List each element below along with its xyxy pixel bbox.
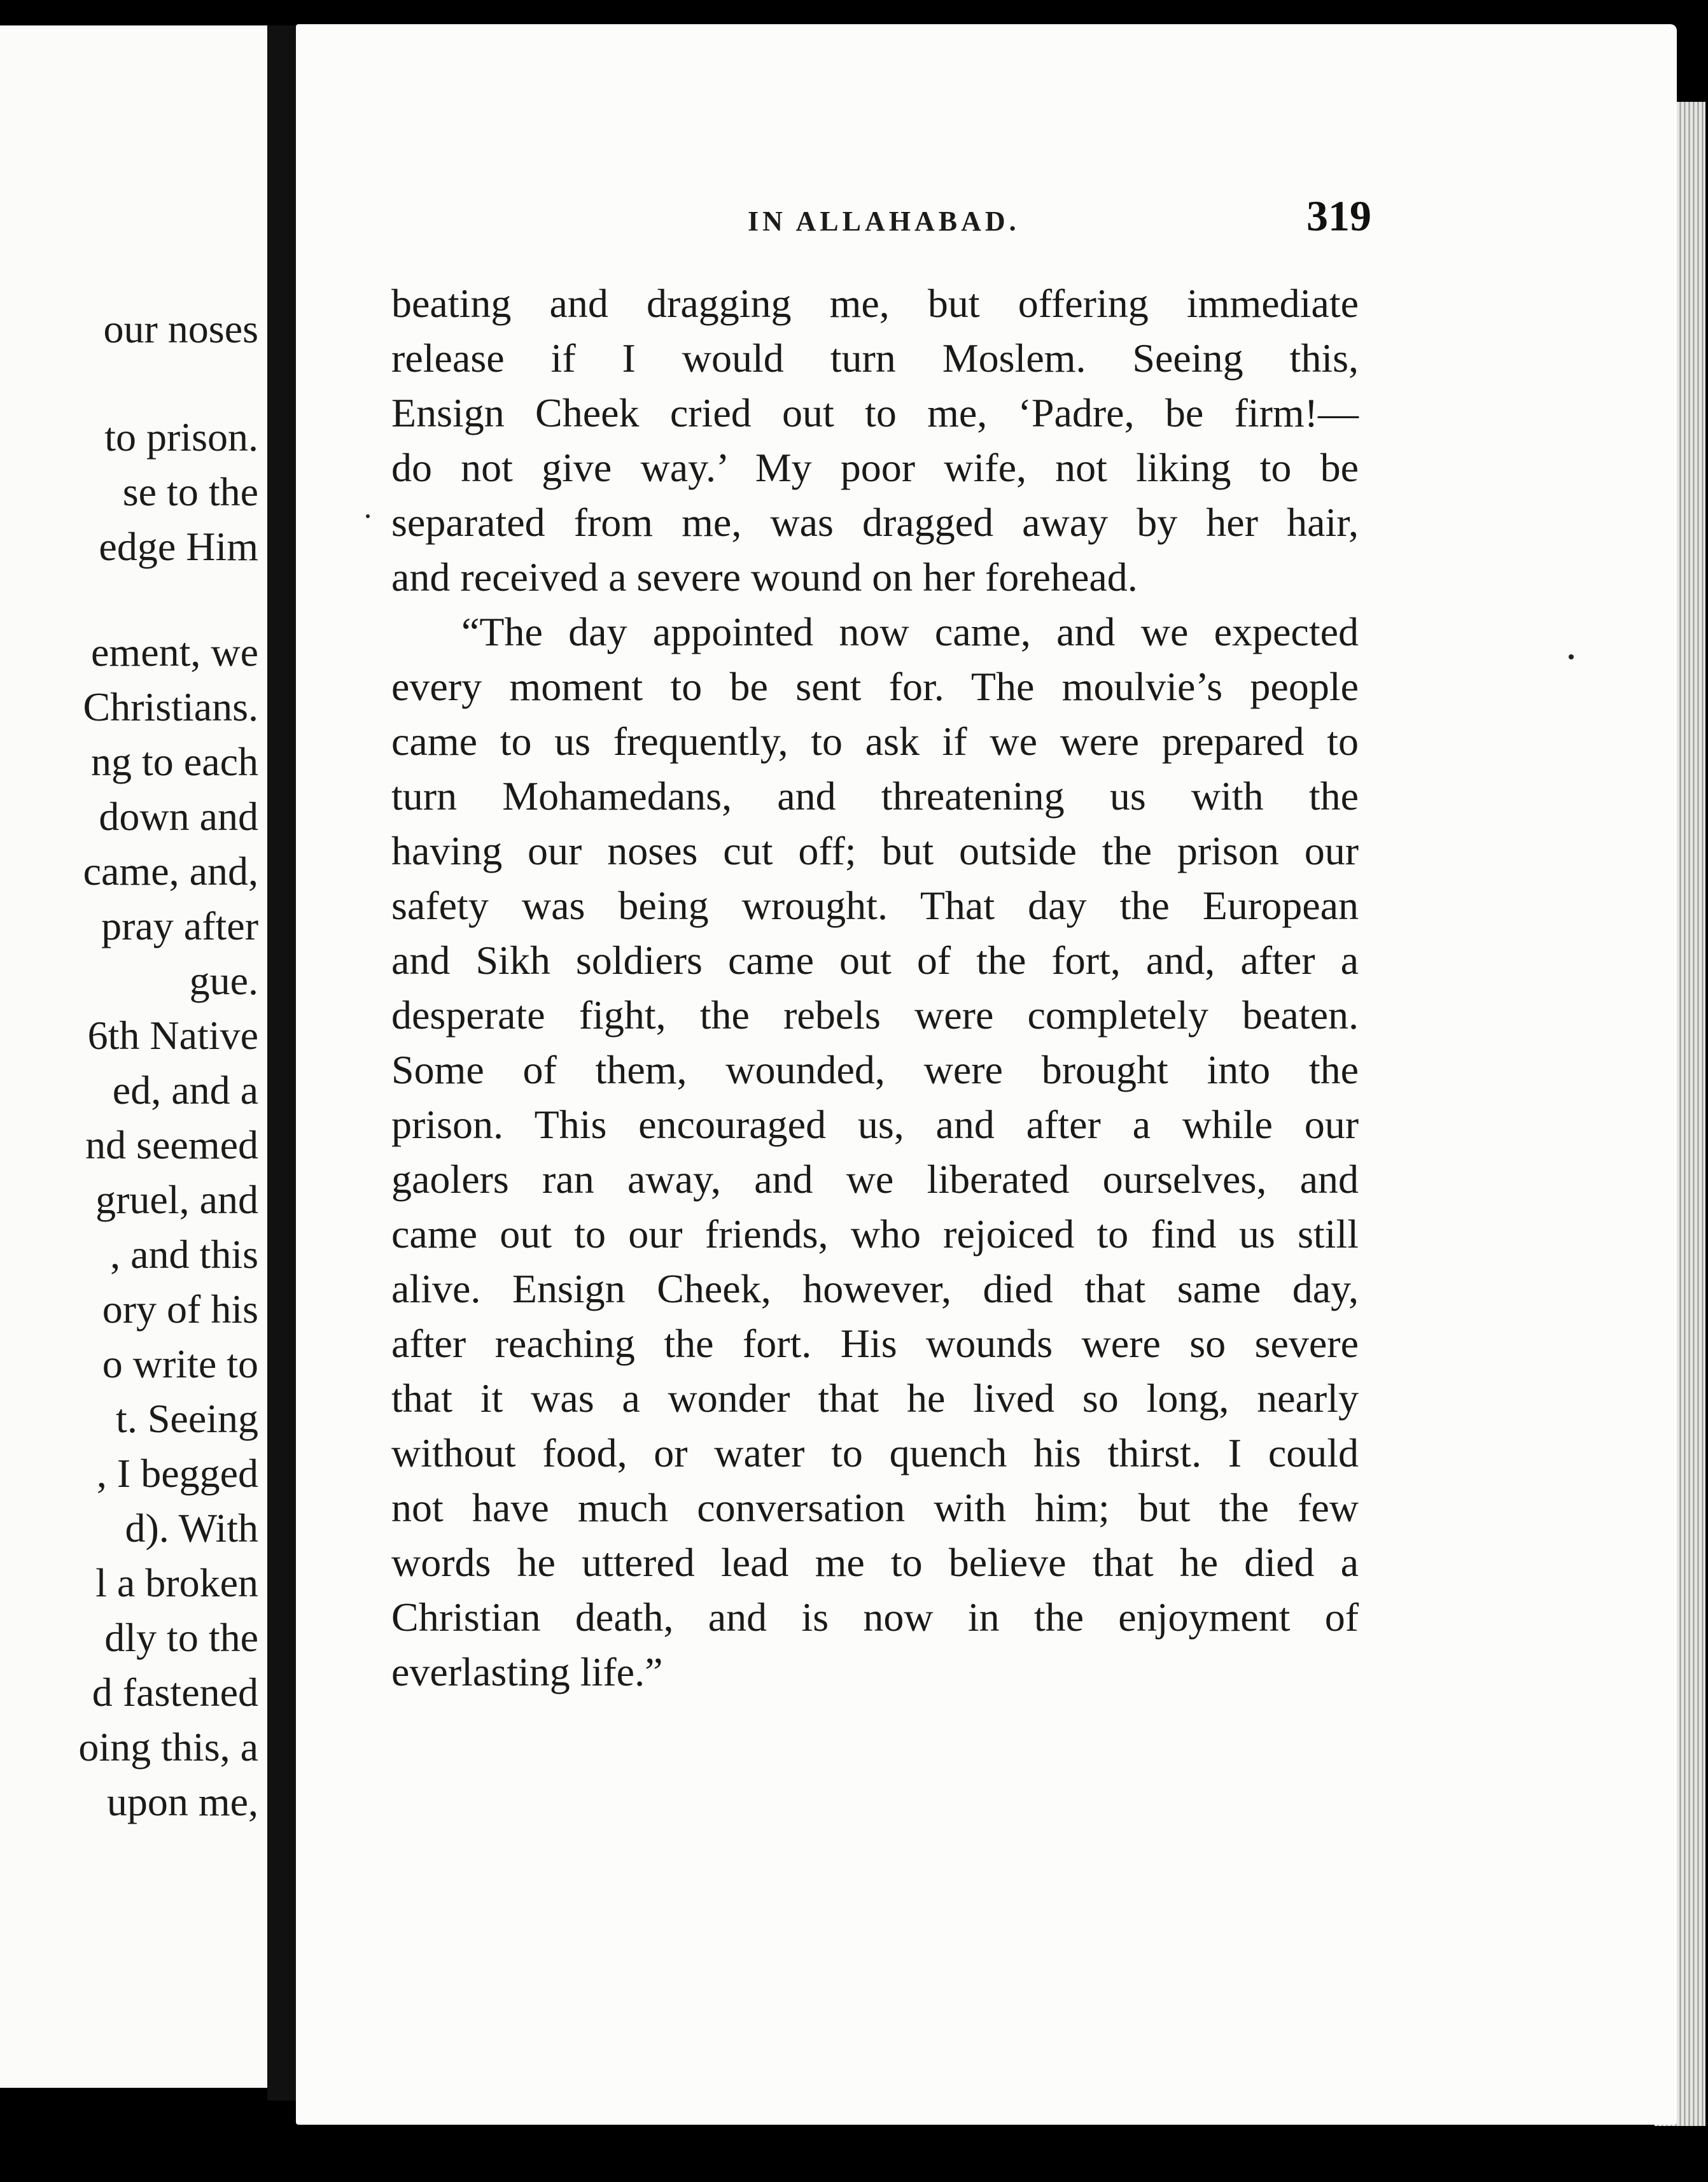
text-line: having our noses cut off; but outside the prison our xyxy=(391,828,1359,873)
running-head: IN ALLAHABAD. xyxy=(748,206,1020,237)
text-line: came out to our friends, who rejoiced to find us still xyxy=(391,1211,1359,1256)
text-line: safety was being wrought. That day the European xyxy=(391,883,1359,928)
left-line: ement, we xyxy=(91,630,258,675)
text-line: came to us frequently, to ask if we were prepared to xyxy=(391,719,1359,764)
left-line: came, and, xyxy=(83,848,258,894)
left-line: ed, and a xyxy=(112,1067,258,1113)
text-line: Some of them, wounded, were brought into the xyxy=(391,1047,1359,1092)
left-line: l a broken xyxy=(95,1560,258,1605)
text-line: words he uttered lead me to believe that he died a xyxy=(391,1540,1359,1585)
text-line: every moment to be sent for. The moulvie’s people xyxy=(391,664,1359,709)
left-line: Christians. xyxy=(83,684,258,729)
text-line: alive. Ensign Cheek, however, died that same day, xyxy=(391,1266,1359,1311)
text-line: that it was a wonder that he lived so long, nearly xyxy=(391,1376,1359,1421)
left-line: to prison. xyxy=(104,414,258,460)
text-line: do not give way.’ My poor wife, not liking to be xyxy=(391,445,1359,490)
text-line: Christian death, and is now in the enjoyment of xyxy=(391,1594,1359,1640)
left-line: gue. xyxy=(189,958,258,1003)
text-line: without food, or water to quench his thirst. I could xyxy=(391,1430,1359,1475)
scan-speck xyxy=(366,514,370,518)
text-line: and received a severe wound on her forehead. xyxy=(391,554,1138,600)
left-line: upon me, xyxy=(106,1779,258,1824)
left-line: edge Him xyxy=(99,524,258,569)
left-line: gruel, and xyxy=(95,1177,258,1222)
left-line: se to the xyxy=(122,469,258,514)
left-line: pray after xyxy=(101,903,258,948)
text-line: after reaching the fort. His wounds were so severe xyxy=(391,1321,1359,1366)
text-line: and Sikh soldiers came out of the fort, and, after a xyxy=(391,938,1359,983)
left-line: oing this, a xyxy=(78,1724,258,1770)
left-line: our noses xyxy=(103,306,258,351)
page-number: 319 xyxy=(1306,192,1371,240)
left-line: nd seemed xyxy=(85,1122,258,1167)
left-line: t. Seeing xyxy=(116,1396,258,1441)
text-line: turn Mohamedans, and threatening us with the xyxy=(391,773,1359,819)
left-line: 6th Native xyxy=(87,1013,258,1058)
left-line: , and this xyxy=(110,1232,258,1277)
left-line: d). With xyxy=(125,1505,258,1551)
text-line: gaolers ran away, and we liberated ourselves, and xyxy=(391,1157,1359,1202)
left-page-fragment xyxy=(0,25,271,2088)
text-line: beating and dragging me, but offering immediate xyxy=(391,281,1359,326)
text-line: everlasting life.” xyxy=(391,1649,663,1694)
page-header xyxy=(455,191,1397,248)
text-line: separated from me, was dragged away by her hair, xyxy=(391,500,1359,545)
text-line: “The day appointed now came, and we expected xyxy=(461,609,1359,654)
text-line: prison. This encouraged us, and after a while our xyxy=(391,1102,1359,1147)
left-line: d fastened xyxy=(92,1670,258,1715)
left-line: dly to the xyxy=(104,1615,258,1660)
left-line: down and xyxy=(99,794,258,839)
text-line: not have much conversation with him; but the few xyxy=(391,1485,1359,1530)
left-line: , I begged xyxy=(96,1451,258,1496)
left-line: ng to each xyxy=(91,739,258,784)
book-gutter xyxy=(267,25,299,2101)
left-line: ory of his xyxy=(102,1286,258,1332)
text-line: release if I would turn Moslem. Seeing this, xyxy=(391,335,1359,381)
text-line: Ensign Cheek cried out to me, ‘Padre, be firm!— xyxy=(391,390,1359,435)
text-line: desperate fight, the rebels were completely beaten. xyxy=(391,992,1359,1038)
left-line: o write to xyxy=(102,1341,258,1386)
scan-speck xyxy=(1569,654,1574,659)
